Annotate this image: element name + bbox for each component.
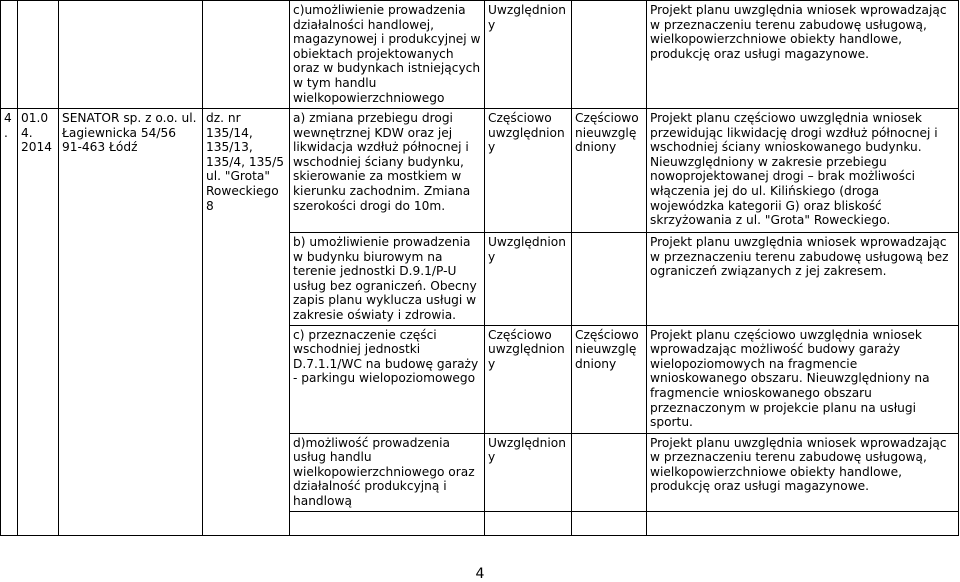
resolution-cell: Uwzględniony: [485, 1, 572, 109]
entry-number: 4.: [1, 109, 18, 536]
table-row: [1, 1, 959, 109]
request-description: d)możliwość prowadzenia usług handlu wielkopowierzchniowego oraz działalność produkcyjną i handlową: [290, 433, 485, 511]
justification-cell: Projekt planu uwzględnia wniosek wprowadzając w przeznaczeniu terenu zabudowę usługową, wielkopowierzchniowe obiekty handlowe, produkcję oraz usługi magazynowe.: [647, 433, 959, 511]
empty-cell: [290, 511, 485, 535]
rejection-cell: [572, 433, 647, 511]
rejection-cell: [572, 1, 647, 109]
resolution-cell: Uwzględniony: [485, 233, 572, 326]
request-description: a) zmiana przebiegu drogi wewnętrznej KDW oraz jej likwidacja wzdłuż północnej i wschodniej ściany budynku, skierowanie za mostkiem w kierunku zachodnim. Zmiana szerokości drogi do 10m.: [290, 109, 485, 233]
justification-cell: Projekt planu częściowo uwzględnia wniosek wprowadzając możliwość budowy garaży wielopoziomowych na fragmencie wnioskowanego obszaru. Nieuwzględniony na fragmencie wnioskowanego obszaru przeznaczonym w projekcie planu na usługi sportu.: [647, 325, 959, 433]
request-description: c) przeznaczenie części wschodniej jednostki D.7.1.1/WC na budowę garaży - parkingu wielopoziomowego: [290, 325, 485, 433]
date-cell: [18, 1, 59, 109]
entry-date: 01.04. 2014: [18, 109, 59, 536]
applicant-cell: [59, 1, 203, 109]
empty-cell: [485, 511, 572, 535]
resolution-cell: Częściowo uwzględniony: [485, 109, 572, 233]
parcels-cell: [203, 1, 290, 109]
entry-applicant: SENATOR sp. z o.o. ul. Łagiewnicka 54/56 91-463 Łódź: [59, 109, 203, 536]
table-row: [1, 109, 959, 233]
resolution-cell: Częściowo uwzględniony: [485, 325, 572, 433]
justification-cell: Projekt planu uwzględnia wniosek wprowadzając w przeznaczeniu terenu zabudowę usługową, wielkopowierzchniowe obiekty handlowe, produkcję oraz usługi magazynowe.: [647, 1, 959, 109]
justification-cell: Projekt planu uwzględnia wniosek wprowadzając w przeznaczeniu terenu zabudowę usługową bez ograniczeń związanych z jej zakresem.: [647, 233, 959, 326]
page-number: 4: [475, 566, 485, 582]
request-description: b) umożliwienie prowadzenia w budynku biurowym na terenie jednostki D.9.1/P-U usług bez ograniczeń. Obecny zapis planu wyklucza usługi w zakresie oświaty i zdrowia.: [290, 233, 485, 326]
empty-cell: [647, 511, 959, 535]
rejection-cell: Częściowo nieuwzględniony: [572, 109, 647, 233]
rejection-cell: Częściowo nieuwzględniony: [572, 325, 647, 433]
entry-parcels: dz. nr 135/14, 135/13, 135/4, 135/5 ul. "Grota" Roweckiego 8: [203, 109, 290, 536]
request-description: c)umożliwienie prowadzenia działalności handlowej, magazynowej i produkcyjnej w obiektach projektowanych oraz w budynkach istniejących w tym handlu wielkopowierzchniowego: [290, 1, 485, 109]
rejection-cell: [572, 233, 647, 326]
resolution-cell: Uwzględniony: [485, 433, 572, 511]
justification-cell: Projekt planu częściowo uwzględnia wniosek przewidując likwidację drogi wzdłuż północnej i wschodniej ściany wnioskowanego budynku. Nieuwzględniony w zakresie przebiegu nowoprojektowanej drogi – brak możliwości włączenia jej do ul. Kilińskiego (droga wojewódzka kategorii G) oraz bliskość skrzyżowania z ul. "Grota" Roweckiego.: [647, 109, 959, 233]
number-cell: [1, 1, 18, 109]
empty-cell: [572, 511, 647, 535]
